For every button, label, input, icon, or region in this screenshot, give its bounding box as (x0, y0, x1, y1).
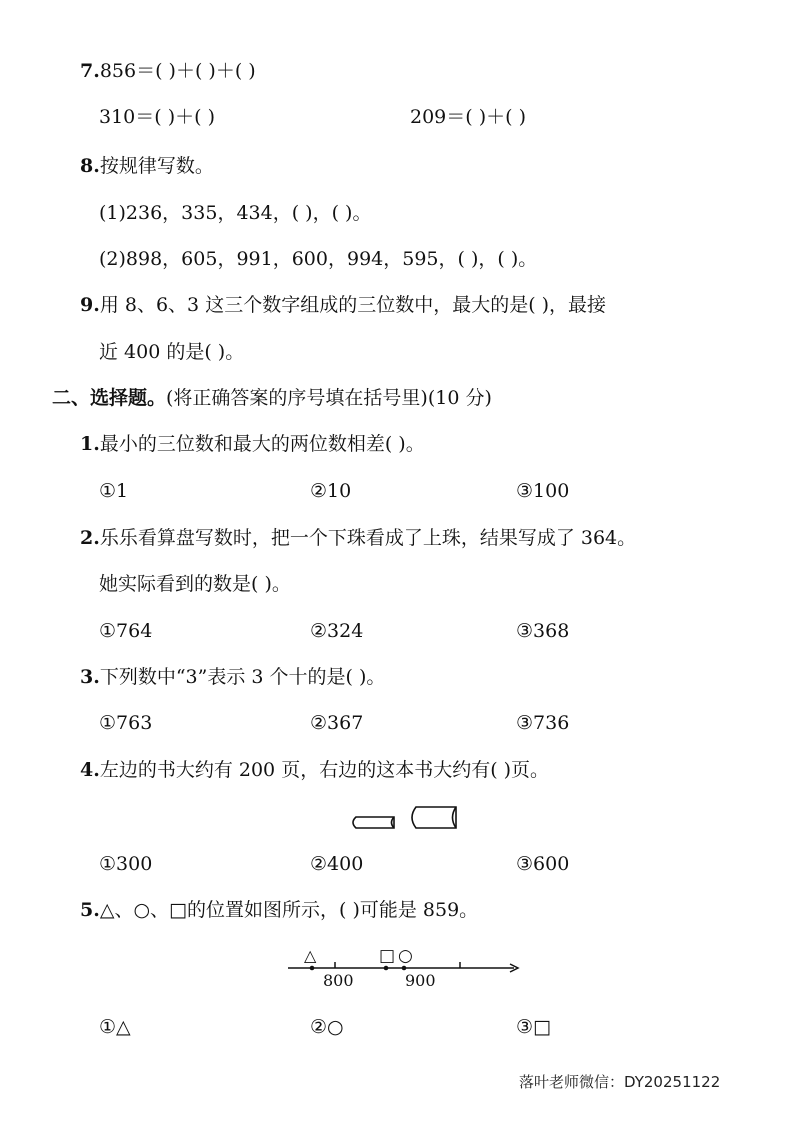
q9-number: 9. (80, 294, 100, 316)
marker-square: □ (379, 946, 396, 966)
mc-q5 (80, 897, 478, 923)
section2-heading (52, 385, 492, 411)
mc-q2-text2: 她实际看到的数是( )。 (99, 573, 291, 595)
q9-line2: 近 400 的是( )。 (99, 341, 245, 363)
q8-sub2: (2)898，605，991，600，994，595，( )，( )。 (99, 248, 538, 270)
thin-book-icon (353, 817, 394, 828)
mc-q3-option-1[interactable]: ①763 (99, 712, 153, 734)
mc-q5-option-2[interactable]: ②○ (310, 1016, 344, 1038)
q7-line2a: 310＝( )＋( ) (99, 106, 215, 128)
dot-square (384, 966, 389, 971)
label-900: 900 (405, 971, 436, 990)
mc-q4-text: 左边的书大约有 200 页，右边的这本书大约有( )页。 (99, 759, 550, 781)
mc-q5-number: 5. (80, 899, 100, 921)
label-800: 800 (323, 971, 354, 990)
mc-q3-option-2[interactable]: ②367 (310, 712, 364, 734)
mc-q1-option-3[interactable]: ③100 (516, 480, 570, 502)
thick-book-icon (412, 807, 456, 828)
section2-title: 二、选择题。 (52, 387, 167, 409)
q8-text: 按规律写数。 (99, 155, 214, 177)
mc-q1 (80, 431, 425, 457)
q8-heading (80, 153, 214, 179)
mc-q4-option-3[interactable]: ③600 (516, 853, 570, 875)
mc-q2-option-3[interactable]: ③368 (516, 620, 570, 642)
q9-line1 (80, 292, 606, 318)
mc-q4-option-2[interactable]: ②400 (310, 853, 364, 875)
mc-q1-text: 最小的三位数和最大的两位数相差( )。 (99, 433, 425, 455)
mc-q4-number: 4. (80, 759, 100, 781)
mc-q3-text: 下列数中“3”表示 3 个十的是( )。 (99, 666, 386, 688)
q8-sub1: (1)236，335，434，( )，( )。 (99, 202, 372, 224)
mc-q2-option-1[interactable]: ①764 (99, 620, 153, 642)
mc-q4-option-1[interactable]: ①300 (99, 853, 153, 875)
mc-q3-option-3[interactable]: ③736 (516, 712, 570, 734)
mc-q2-number: 2. (80, 527, 100, 549)
mc-q1-option-1[interactable]: ①1 (99, 480, 129, 502)
q8-number: 8. (80, 155, 100, 177)
q7-number: 7. (80, 60, 100, 82)
mc-q2-option-2[interactable]: ②324 (310, 620, 364, 642)
mc-q4 (80, 757, 549, 783)
section2-note: (将正确答案的序号填在括号里)(10 分) (166, 387, 492, 409)
mc-q2-text: 乐乐看算盘写数时，把一个下珠看成了上珠，结果写成了 364。 (99, 527, 637, 549)
mc-q3-number: 3. (80, 666, 100, 688)
q7-line2b: 209＝( )＋( ) (410, 106, 526, 128)
mc-q2 (80, 525, 636, 551)
books-figure (348, 803, 460, 833)
mc-q5-option-1[interactable]: ①△ (99, 1016, 131, 1038)
watermark-text: 落叶老师微信：DY20251122 (519, 1073, 721, 1091)
mc-q1-number: 1. (80, 433, 100, 455)
mc-q5-option-3[interactable]: ③□ (516, 1016, 551, 1038)
q9-text: 用 8、6、3 这三个数字组成的三位数中，最大的是( )，最接 (99, 294, 607, 316)
marker-circle: ○ (398, 946, 413, 966)
mc-q3 (80, 664, 385, 690)
mc-q1-option-2[interactable]: ②10 (310, 480, 352, 502)
number-line-figure (284, 944, 524, 992)
dot-circle (402, 966, 407, 971)
dot-triangle (310, 966, 315, 971)
marker-triangle: △ (304, 946, 317, 965)
q7-line1 (80, 58, 256, 84)
mc-q5-text: △、○、□的位置如图所示，( )可能是 859。 (99, 899, 479, 921)
q7-text: 856＝( )＋( )＋( ) (99, 60, 256, 82)
